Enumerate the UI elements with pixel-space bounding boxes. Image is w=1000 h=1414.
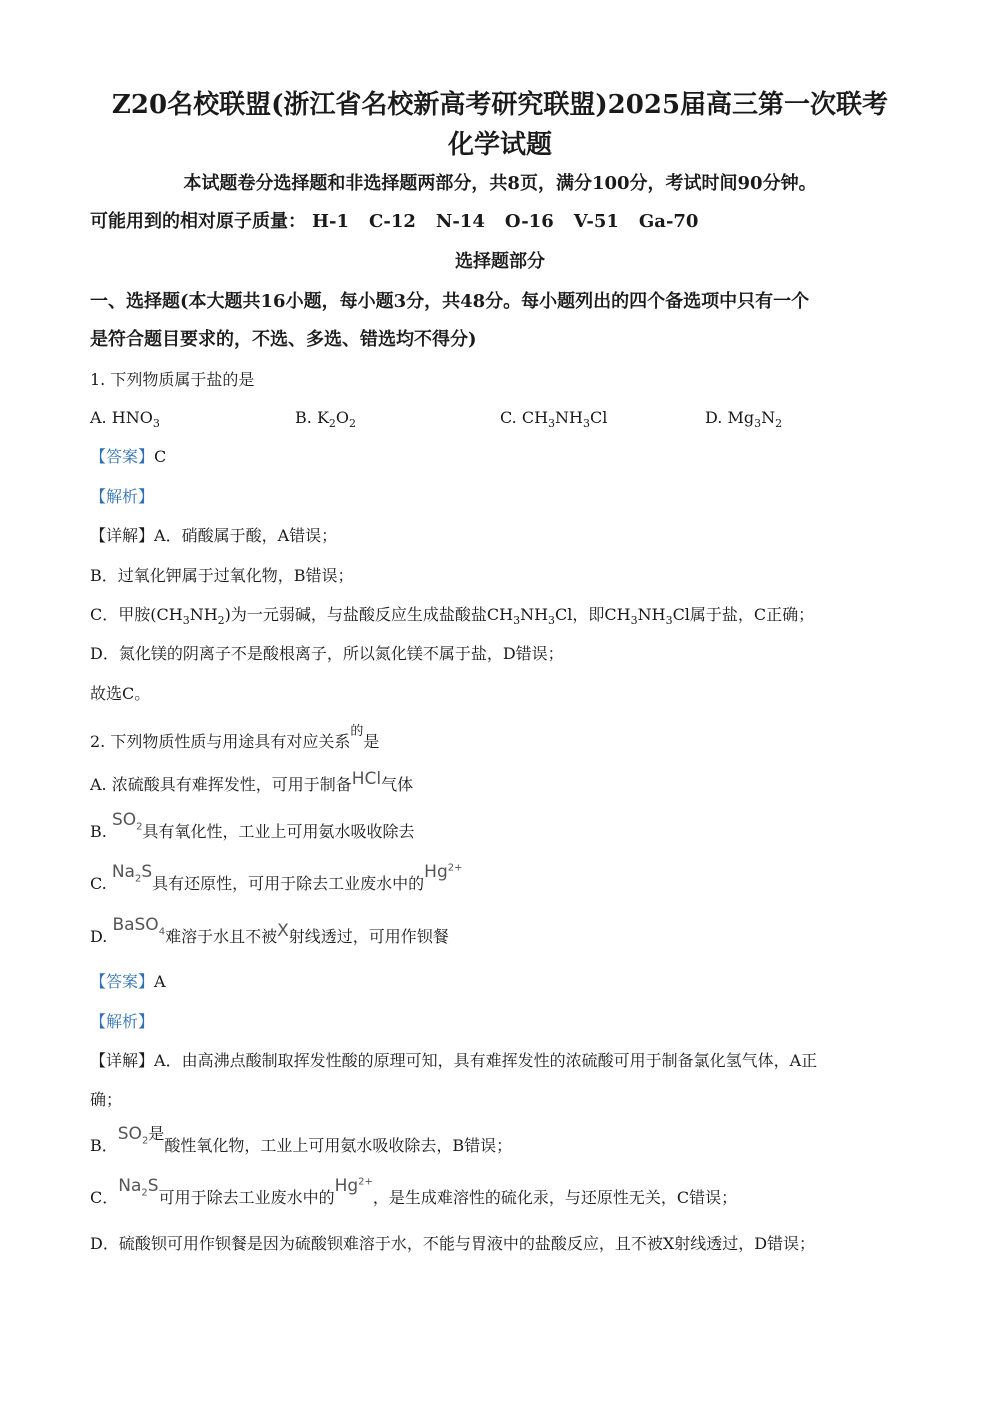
q1-option-d: D. $Mg_3N_2$ (705, 408, 783, 431)
q2-detail-d: D．硫酸钡可用作钡餐是因为硫酸钡难溶于水，不能与胃液中的盐酸反应，且不被X射线透过，D错误； (90, 1234, 816, 1253)
q1-detail-d: D．氮化镁的阴离子不是酸根离子，所以氮化镁不属于盐，D错误； (90, 644, 564, 663)
q1-detail-b: B．过氧化钾属于过氧化物，B错误； (90, 566, 354, 585)
page-subtitle: 化学试题 (447, 130, 552, 160)
q1-conclusion: 故选C。 (90, 684, 151, 703)
q2-detail-a-2: 确； (90, 1090, 123, 1109)
exam-intro: 本试题卷分选择题和非选择题两部分，共8页，满分100分，考试时间90分钟。 (183, 173, 817, 194)
q2-analysis-label: 【解析】 (90, 1012, 155, 1031)
mass-h: H-1 (312, 211, 350, 232)
mass-v: V-51 (573, 211, 619, 232)
q2-option-a: A. 浓硫酸具有难挥发性，可用于制备HCl气体 (90, 769, 414, 794)
q1-stem: 1. 下列物质属于盐的是 (90, 370, 255, 389)
q2-option-b: B. $SO_2$具有氧化性，工业上可用氨水吸收除去 (90, 810, 415, 841)
q2-option-d: D. BaSO$_4$难溶于水且不被X射线透过，可用作钡餐 (90, 915, 449, 946)
q1-analysis-label: 【解析】 (90, 487, 155, 506)
mass-ga: Ga-70 (638, 211, 699, 232)
q2-detail-a-1: 【详解】A．由高沸点酸制取挥发性酸的原理可知，具有难挥发性的浓硫酸可用于制备氯化氢气体，A正 (90, 1051, 818, 1070)
atomic-mass-line (90, 210, 912, 234)
mass-n: N-14 (435, 211, 485, 232)
q1-detail-a: 【详解】A．硝酸属于酸，A错误； (90, 526, 338, 545)
q1-option-b: B. $K_2O_2$ (295, 408, 357, 431)
q1-option-c: C. $CH_3NH_3Cl$ (500, 408, 608, 431)
q2-answer: 【答案】A (90, 972, 166, 991)
mass-o: O-16 (504, 211, 554, 232)
page-title: Z20名校联盟(浙江省名校新高考研究联盟)2025届高三第一次联考 (111, 90, 889, 120)
q1-detail-c: C．甲胺$(CH_3NH_2)$为一元弱碱，与盐酸反应生成盐酸盐$CH_3NH_3Cl$，即$CH_3NH_3Cl$属于盐，C正确； (90, 605, 815, 628)
section-instruction-1: 一、选择题(本大题共16小题，每小题3分，共48分。每小题列出的四个备选项中只有一个 (90, 291, 810, 312)
q2-option-c: C. $Na_2S$具有还原性，可用于除去工业废水中的$Hg^{2+}$ (90, 862, 463, 893)
q2-stem: 2. 下列物质性质与用途具有对应关系$^的$是 (90, 724, 380, 751)
q1-option-a: A. $HNO_3$ (90, 408, 160, 431)
section-instruction-2: 是符合题目要求的，不选、多选、错选均不得分) (90, 329, 477, 350)
q1-answer: 【答案】C (90, 447, 167, 466)
q2-detail-b: B．$SO_2$是酸性氧化物，工业上可用氨水吸收除去，B错误； (90, 1124, 513, 1155)
mass-c: C-12 (369, 211, 416, 232)
section-heading: 选择题部分 (455, 251, 545, 272)
atomic-mass-label: 可能用到的相对原子质量： (90, 211, 306, 232)
q2-detail-c: C．$Na_2S$可用于除去工业废水中的$Hg^{2+}$，是生成难溶性的硫化汞，与还原性无关，C错误； (90, 1176, 738, 1207)
